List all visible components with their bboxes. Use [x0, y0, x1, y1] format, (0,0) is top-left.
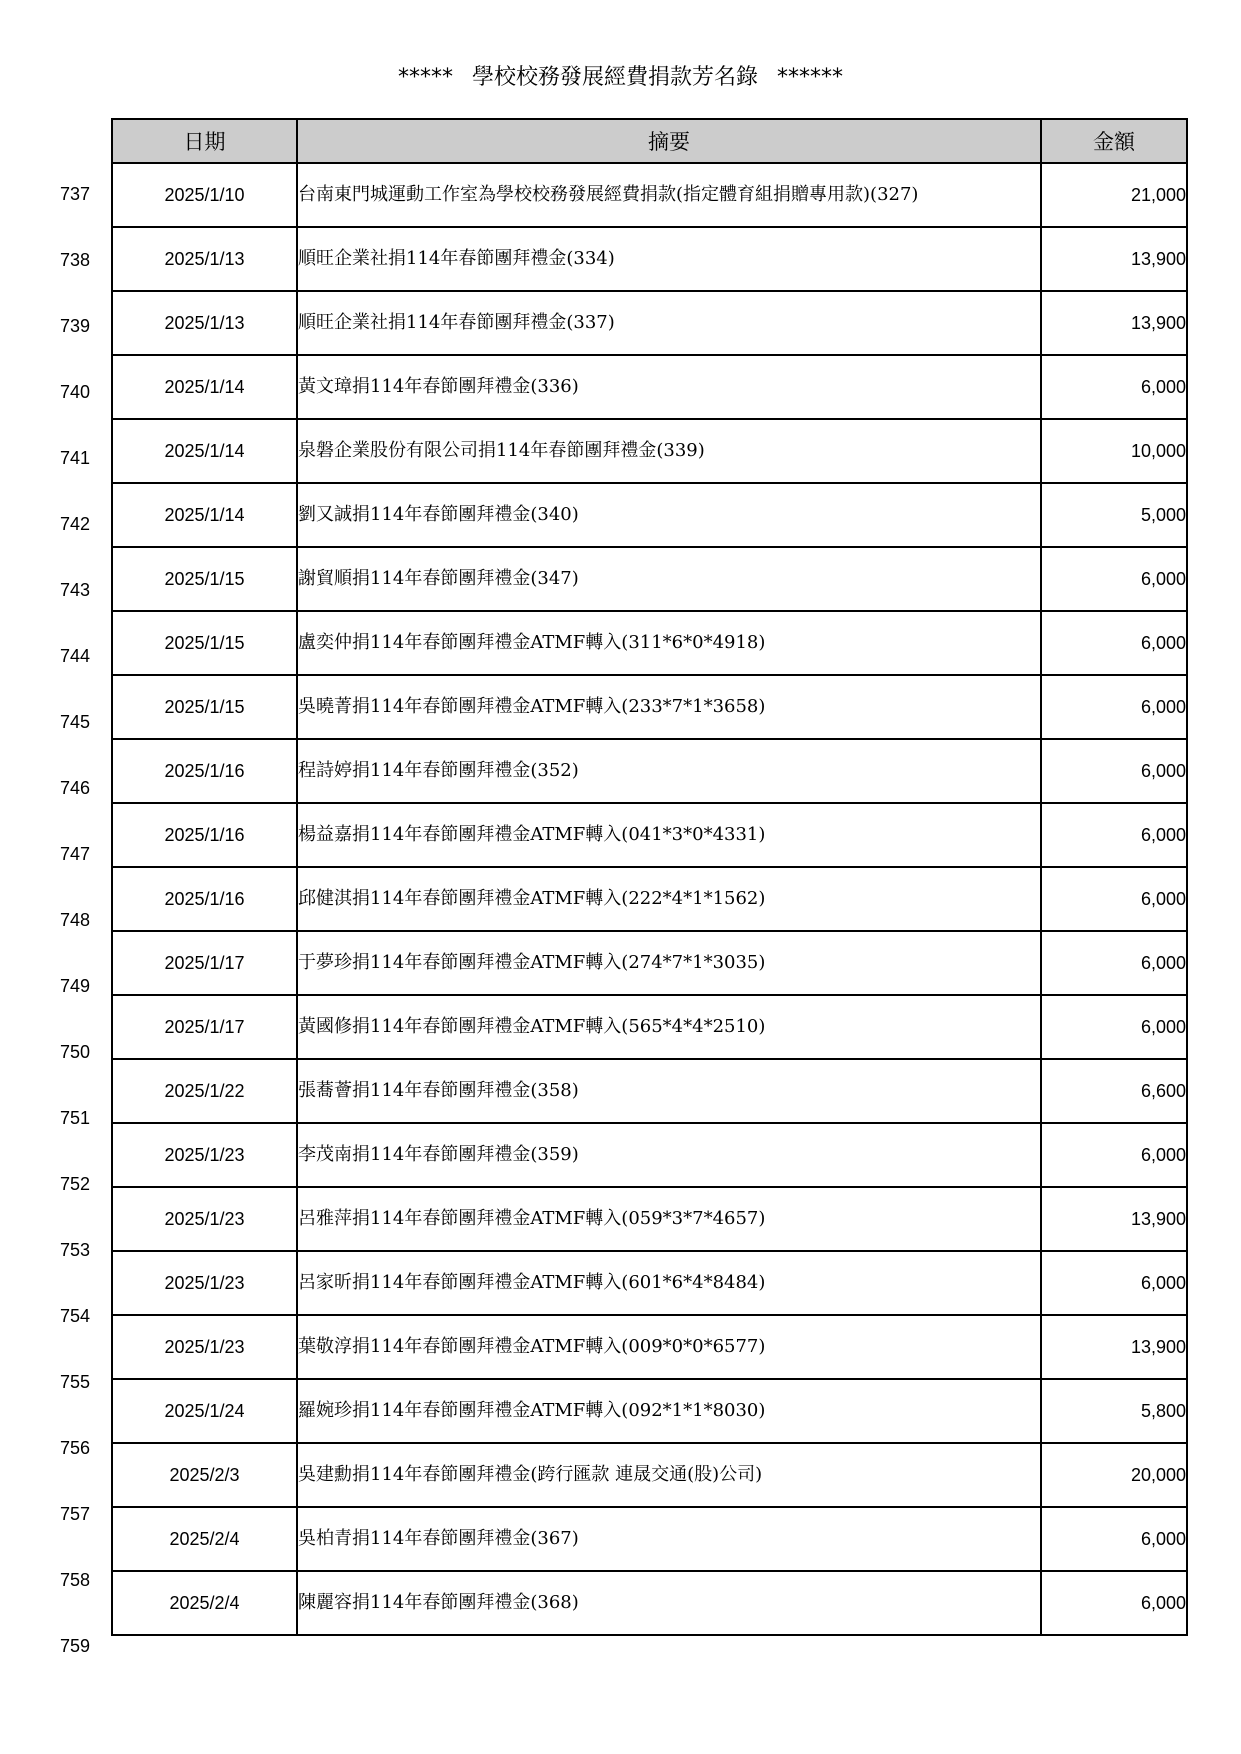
row-number: 756: [60, 1438, 91, 1458]
description-cell: 台南東門城運動工作室為學校校務發展經費捐款(指定體育組捐贈專用款)(327): [297, 163, 1041, 227]
header-description: 摘要: [297, 119, 1041, 163]
amount-cell: 20,000: [1041, 1443, 1187, 1507]
date-cell: 2025/1/22: [112, 1059, 297, 1123]
description-cell: 黃文璋捐114年春節團拜禮金(336): [297, 355, 1041, 419]
date-cell: 2025/1/17: [112, 931, 297, 995]
table-row: [112, 1379, 1187, 1443]
description-cell: 羅婉珍捐114年春節團拜禮金ATMF轉入(092*1*1*8030): [297, 1379, 1041, 1443]
table-row: [112, 1443, 1187, 1507]
table-row: [112, 547, 1187, 611]
table-row: [112, 1251, 1187, 1315]
description-cell: 吳建勳捐114年春節團拜禮金(跨行匯款 連晟交通(股)公司): [297, 1443, 1041, 1507]
row-number: 758: [60, 1570, 91, 1590]
date-cell: 2025/1/15: [112, 675, 297, 739]
description-cell: 邱健淇捐114年春節團拜禮金ATMF轉入(222*4*1*1562): [297, 867, 1041, 931]
table-row: [112, 611, 1187, 675]
row-number: 757: [60, 1504, 91, 1524]
description-cell: 程詩婷捐114年春節團拜禮金(352): [297, 739, 1041, 803]
date-cell: 2025/2/3: [112, 1443, 297, 1507]
table-row: [112, 739, 1187, 803]
amount-cell: 6,000: [1041, 739, 1187, 803]
amount-cell: 10,000: [1041, 419, 1187, 483]
title-text: 學校校務發展經費捐款芳名錄: [471, 65, 758, 90]
date-cell: 2025/2/4: [112, 1571, 297, 1635]
date-cell: 2025/1/14: [112, 355, 297, 419]
date-cell: 2025/1/16: [112, 803, 297, 867]
description-cell: 呂家昕捐114年春節團拜禮金ATMF轉入(601*6*4*8484): [297, 1251, 1041, 1315]
date-cell: 2025/1/23: [112, 1187, 297, 1251]
page-title: [0, 60, 1241, 91]
row-number: 742: [60, 514, 91, 534]
amount-cell: 6,000: [1041, 675, 1187, 739]
description-cell: 劉又誠捐114年春節團拜禮金(340): [297, 483, 1041, 547]
amount-cell: 6,000: [1041, 547, 1187, 611]
amount-cell: 5,000: [1041, 483, 1187, 547]
date-cell: 2025/1/14: [112, 419, 297, 483]
table-row: [112, 483, 1187, 547]
description-cell: 張蕎薈捐114年春節團拜禮金(358): [297, 1059, 1041, 1123]
description-cell: 葉敬淳捐114年春節團拜禮金ATMF轉入(009*0*0*6577): [297, 1315, 1041, 1379]
table-row: [112, 355, 1187, 419]
description-cell: 于夢珍捐114年春節團拜禮金ATMF轉入(274*7*1*3035): [297, 931, 1041, 995]
table-header-row: [112, 119, 1187, 163]
row-number: 746: [60, 778, 91, 798]
header-date: 日期: [112, 119, 297, 163]
table-row: [112, 291, 1187, 355]
description-cell: 盧奕仲捐114年春節團拜禮金ATMF轉入(311*6*0*4918): [297, 611, 1041, 675]
amount-cell: 6,000: [1041, 995, 1187, 1059]
date-cell: 2025/1/15: [112, 547, 297, 611]
date-cell: 2025/1/14: [112, 483, 297, 547]
description-cell: 泉磐企業股份有限公司捐114年春節團拜禮金(339): [297, 419, 1041, 483]
date-cell: 2025/1/23: [112, 1315, 297, 1379]
amount-cell: 6,000: [1041, 931, 1187, 995]
amount-cell: 6,000: [1041, 803, 1187, 867]
date-cell: 2025/1/13: [112, 227, 297, 291]
table-row: [112, 867, 1187, 931]
table-row: [112, 1123, 1187, 1187]
row-number: 747: [60, 844, 91, 864]
table-row: [112, 931, 1187, 995]
amount-cell: 6,000: [1041, 1123, 1187, 1187]
amount-cell: 21,000: [1041, 163, 1187, 227]
description-cell: 李茂南捐114年春節團拜禮金(359): [297, 1123, 1041, 1187]
amount-cell: 13,900: [1041, 1187, 1187, 1251]
date-cell: 2025/1/24: [112, 1379, 297, 1443]
date-cell: 2025/1/16: [112, 739, 297, 803]
date-cell: 2025/1/17: [112, 995, 297, 1059]
amount-cell: 6,000: [1041, 1571, 1187, 1635]
description-cell: 楊益嘉捐114年春節團拜禮金ATMF轉入(041*3*0*4331): [297, 803, 1041, 867]
table-row: [112, 1571, 1187, 1635]
description-cell: 順旺企業社捐114年春節團拜禮金(337): [297, 291, 1041, 355]
row-number: 743: [60, 580, 91, 600]
table-row: [112, 1315, 1187, 1379]
amount-cell: 13,900: [1041, 291, 1187, 355]
amount-cell: 6,000: [1041, 1251, 1187, 1315]
row-number: 755: [60, 1372, 91, 1392]
description-cell: 吳曉菁捐114年春節團拜禮金ATMF轉入(233*7*1*3658): [297, 675, 1041, 739]
table-row: [112, 675, 1187, 739]
row-number: 749: [60, 976, 91, 996]
header-amount: 金額: [1041, 119, 1187, 163]
amount-cell: 6,000: [1041, 1507, 1187, 1571]
row-number: 738: [60, 250, 91, 270]
table-row: [112, 803, 1187, 867]
amount-cell: 13,900: [1041, 227, 1187, 291]
date-cell: 2025/1/10: [112, 163, 297, 227]
amount-cell: 6,000: [1041, 867, 1187, 931]
date-cell: 2025/1/23: [112, 1123, 297, 1187]
table-row: [112, 995, 1187, 1059]
title-suffix: ******: [777, 65, 843, 90]
date-cell: 2025/2/4: [112, 1507, 297, 1571]
date-cell: 2025/1/16: [112, 867, 297, 931]
table-body: [112, 163, 1187, 1635]
amount-cell: 5,800: [1041, 1379, 1187, 1443]
row-number: 745: [60, 712, 91, 732]
donation-table: [111, 118, 1188, 1636]
date-cell: 2025/1/13: [112, 291, 297, 355]
description-cell: 吳柏青捐114年春節團拜禮金(367): [297, 1507, 1041, 1571]
title-prefix: *****: [397, 65, 453, 90]
description-cell: 呂雅萍捐114年春節團拜禮金ATMF轉入(059*3*7*4657): [297, 1187, 1041, 1251]
row-number: 748: [60, 910, 91, 930]
row-number: 744: [60, 646, 91, 666]
row-number: 759: [60, 1636, 91, 1656]
row-number: 739: [60, 316, 91, 336]
row-number: 740: [60, 382, 91, 402]
row-number: 737: [60, 184, 91, 204]
row-number: 741: [60, 448, 91, 468]
description-cell: 謝貿順捐114年春節團拜禮金(347): [297, 547, 1041, 611]
table-row: [112, 1507, 1187, 1571]
row-number: 751: [60, 1108, 91, 1128]
row-number: 753: [60, 1240, 91, 1260]
row-number: 752: [60, 1174, 91, 1194]
row-number: 750: [60, 1042, 91, 1062]
date-cell: 2025/1/23: [112, 1251, 297, 1315]
description-cell: 順旺企業社捐114年春節團拜禮金(334): [297, 227, 1041, 291]
description-cell: 陳麗容捐114年春節團拜禮金(368): [297, 1571, 1041, 1635]
date-cell: 2025/1/15: [112, 611, 297, 675]
table-row: [112, 419, 1187, 483]
description-cell: 黃國修捐114年春節團拜禮金ATMF轉入(565*4*4*2510): [297, 995, 1041, 1059]
table-row: [112, 163, 1187, 227]
table-row: [112, 1059, 1187, 1123]
amount-cell: 6,000: [1041, 355, 1187, 419]
amount-cell: 6,000: [1041, 611, 1187, 675]
table-row: [112, 1187, 1187, 1251]
row-number: 754: [60, 1306, 91, 1326]
amount-cell: 6,600: [1041, 1059, 1187, 1123]
amount-cell: 13,900: [1041, 1315, 1187, 1379]
table-row: [112, 227, 1187, 291]
